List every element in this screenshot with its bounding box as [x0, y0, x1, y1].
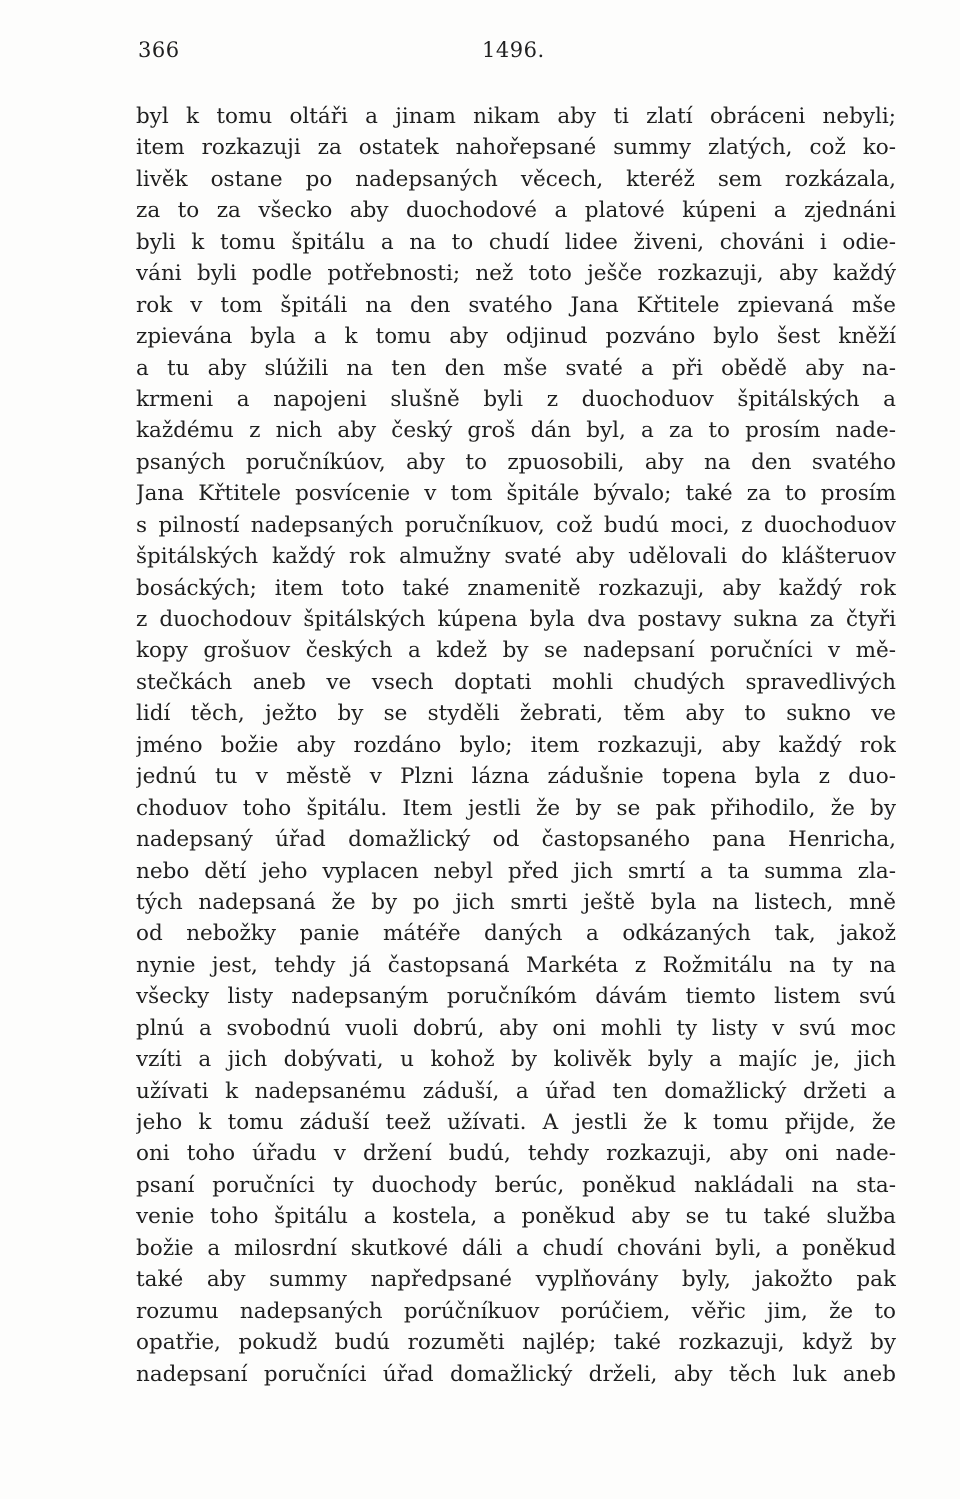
text-line: bosáckých; item toto také znamenitě rozkazuji, aby každý rok	[136, 575, 896, 601]
text-line: od nebožky panie mátéře daných a odkázaných tak, jakož	[136, 921, 896, 947]
text-line: každému z nich aby český groš dán byl, a za to prosím nade-	[136, 418, 896, 444]
text-line: krmeni a napojeni slušně byli z duochoduov špitálských a	[136, 386, 896, 412]
text-line: zpievána byla a k tomu aby odjinud pozváno bylo šest kněží	[136, 324, 896, 350]
text-line: psaní poručníci ty duochody berúc, poněkud nakládali na sta-	[136, 1172, 896, 1198]
text-line: jeho k tomu záduší teež užívati. A jestli že k tomu přijde, že	[136, 1110, 896, 1135]
text-line: nadepsaní poručníci úřad domažlický drželi, aby těch luk aneb	[136, 1361, 896, 1387]
text-line: rok v tom špitáli na den svatého Jana Křtitele zpievaná mše	[136, 292, 896, 318]
text-line: s pilností nadepsaných poručníkuov, což budú moci, z duochoduov	[136, 512, 896, 538]
text-line: opatřie, pokudž budú rozuměti najlép; také rozkazuji, když by	[136, 1330, 896, 1356]
text-line: z duochodouv špitálských kúpena byla dva postavy sukna za čtyři	[136, 607, 896, 632]
text-line: nadepsaný úřad domažlický od častopsaného pana Henricha,	[136, 827, 896, 853]
text-line: venie toho špitálu a kostela, a poněkud aby se tu také služba	[136, 1204, 896, 1230]
text-line: božie a milosrdní skutkové dáli a chudí chováni byli, a poněkud	[136, 1235, 896, 1261]
text-line: byli k tomu špitálu a na to chudí lidee živeni, chováni i odie-	[136, 229, 896, 255]
page-header	[138, 38, 898, 68]
text-line: byl k tomu oltáři a jinam nikam aby ti zlatí obráceni nebyli;	[136, 104, 896, 129]
text-line: tých nadepsaná že by po jich smrti ještě byla na listech, mně	[136, 889, 896, 915]
text-line: váni byli podle potřebnosti; než toto ješče rozkazuji, aby každý	[136, 261, 896, 287]
running-head-year: 1496.	[482, 38, 545, 62]
text-line: nynie jest, tehdy já častopsaná Markéta z Rožmitálu na ty na	[136, 952, 896, 978]
text-line: nebo dětí jeho vyplacen nebyl před jich smrtí a ta summa zla-	[136, 858, 896, 884]
text-line: jméno božie aby rozdáno bylo; item rozkazuji, aby každý rok	[136, 732, 896, 758]
text-line: Jana Křtitele posvícenie v tom špitále bývalo; také za to prosím	[136, 481, 896, 507]
text-line: vzíti a jich dobývati, u kohož by kolivěk byly a majíc je, jich	[136, 1047, 896, 1073]
text-line: jednú tu v městě v Plzni lázna zádušnie topena byla z duo-	[136, 764, 896, 790]
text-line: livěk ostane po nadepsaných věcech, kteréž sem rozkázala,	[136, 166, 896, 192]
text-line: plnú a svobodnú vuoli dobrú, aby oni mohli ty listy v svú moc	[136, 1015, 896, 1041]
text-line: oni toho úřadu v držení budú, tehdy rozkazuji, aby oni nade-	[136, 1141, 896, 1167]
text-line: také aby summy napředpsané vyplňovány byly, jakožto pak	[136, 1267, 896, 1293]
text-line: za to za všecko aby duochodové a platové kúpeni a zjednáni	[136, 198, 896, 224]
text-line: item rozkazuji za ostatek nahořepsané summy zlatých, což ko-	[136, 135, 896, 161]
text-line: psaných poručníkúov, aby to zpuosobili, aby na den svatého	[136, 449, 896, 475]
text-line: stečkách aneb ve vsech doptati mohli chudých spravedlivých	[136, 669, 896, 695]
page-number: 366	[138, 38, 180, 62]
text-line: rozumu nadepsaných porúčníkuov porúčiem, věřic jim, že to	[136, 1298, 896, 1324]
body-text	[136, 101, 896, 1390]
text-line: choduov toho špitálu. Item jestli že by se pak přihodilo, že by	[136, 795, 896, 821]
text-line: kopy grošuov českých a kdež by se nadepsaní poručníci v mě-	[136, 638, 896, 664]
text-line: lidí těch, ježto by se styděli žebrati, těm aby to sukno ve	[136, 701, 896, 727]
text-line: všecky listy nadepsaným poručníkóm dávám tiemto listem svú	[136, 984, 896, 1010]
text-line: špitálských každý rok almužny svaté aby udělovali do klášteruov	[136, 544, 896, 570]
text-line: a tu aby slúžili na ten den mše svaté a při obědě aby na-	[136, 355, 896, 381]
text-line: užívati k nadepsanému záduší, a úřad ten domažlický držeti a	[136, 1078, 896, 1104]
